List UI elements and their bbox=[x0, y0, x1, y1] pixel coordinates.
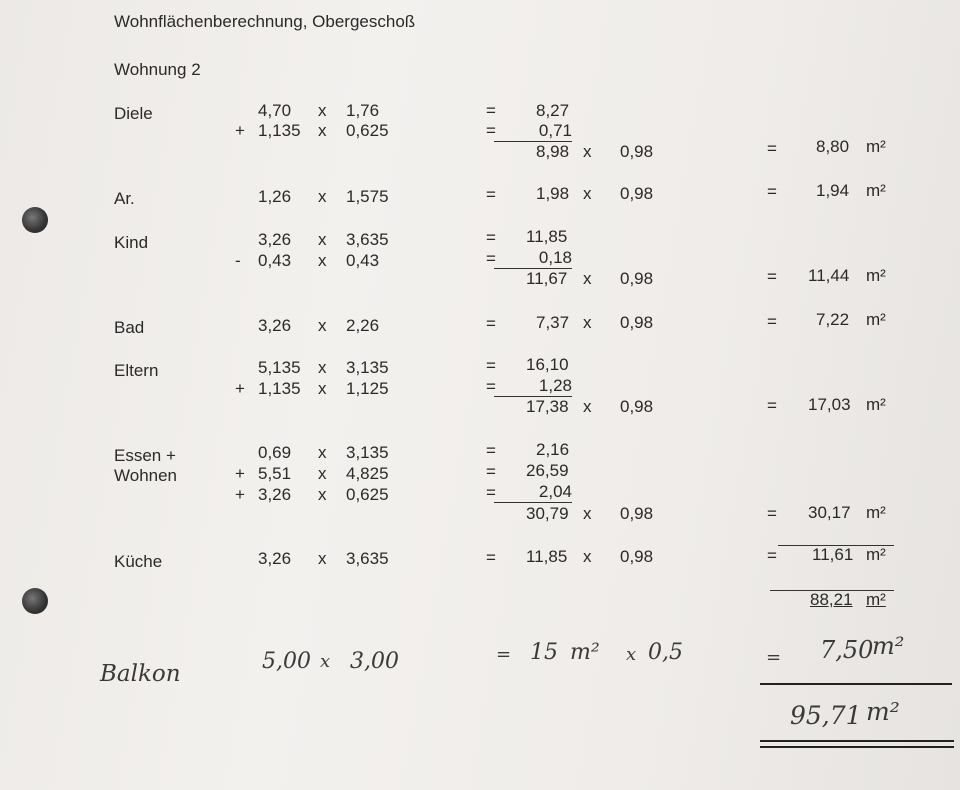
product: 11,85 bbox=[526, 547, 568, 566]
equals-sign: = bbox=[486, 483, 496, 502]
times-sign: x bbox=[318, 101, 327, 120]
product: 1,98 bbox=[536, 184, 570, 203]
balkon-factor: 0,5 bbox=[648, 640, 683, 665]
times-sign: x bbox=[318, 485, 327, 504]
balkon-label: Balkon bbox=[100, 661, 181, 687]
times-sign: x bbox=[583, 184, 592, 203]
operator: + bbox=[235, 379, 245, 398]
balkon-area: 7,50 bbox=[820, 636, 874, 664]
times-sign: x bbox=[318, 358, 327, 377]
equals-sign: = bbox=[486, 548, 496, 567]
equals-sign: = bbox=[767, 267, 777, 286]
product: 0,18 bbox=[494, 248, 572, 269]
sum: 17,38 bbox=[526, 397, 569, 416]
area: 8,80 bbox=[816, 137, 850, 156]
times-sign: x bbox=[583, 269, 592, 288]
unit: m² bbox=[866, 503, 886, 522]
equals-sign: = bbox=[486, 228, 496, 247]
width: 0,43 bbox=[346, 251, 380, 270]
operator: + bbox=[235, 464, 245, 483]
unit: m² bbox=[866, 137, 886, 156]
factor: 0,98 bbox=[620, 184, 654, 203]
area: 17,03 bbox=[808, 395, 851, 414]
equals-sign: = bbox=[486, 377, 496, 396]
double-underline-2 bbox=[760, 746, 954, 748]
room-name: Eltern bbox=[114, 361, 159, 380]
unit: m² bbox=[866, 395, 886, 414]
double-underline-1 bbox=[760, 740, 954, 742]
product: 11,85 bbox=[526, 227, 568, 246]
times-sign: x bbox=[318, 549, 327, 568]
times-sign: x bbox=[583, 504, 592, 523]
product: 1,28 bbox=[494, 376, 572, 397]
width: 3,635 bbox=[346, 549, 389, 568]
length: 5,135 bbox=[258, 358, 301, 377]
equals-sign: = bbox=[486, 356, 496, 375]
balkon-length: 5,00 bbox=[262, 649, 311, 674]
length: 3,26 bbox=[258, 485, 292, 504]
length: 3,26 bbox=[258, 549, 292, 568]
sum: 30,79 bbox=[526, 504, 569, 523]
length: 4,70 bbox=[258, 101, 292, 120]
room-name: Kind bbox=[114, 233, 149, 252]
unit: m² bbox=[866, 310, 886, 329]
balkon-area-unit: m² bbox=[872, 632, 905, 660]
equals-sign: = bbox=[486, 185, 496, 204]
times-sign: x bbox=[583, 142, 592, 161]
equals-sign: = bbox=[767, 546, 777, 565]
width: 0,625 bbox=[346, 485, 389, 504]
equals-sign: = bbox=[767, 312, 777, 331]
sum-line bbox=[760, 683, 952, 685]
times-sign: x bbox=[583, 397, 592, 416]
equals-sign: = bbox=[767, 182, 777, 201]
length: 0,43 bbox=[258, 251, 292, 270]
product: 2,16 bbox=[536, 440, 570, 459]
width: 3,135 bbox=[346, 358, 389, 377]
punch-hole-top bbox=[22, 207, 48, 233]
area: 11,44 bbox=[808, 266, 850, 285]
equals-sign: = bbox=[486, 441, 496, 460]
equals-sign: = bbox=[486, 121, 496, 140]
room-name: Essen + bbox=[114, 446, 176, 465]
factor: 0,98 bbox=[620, 313, 654, 332]
length: 1,135 bbox=[258, 379, 301, 398]
room-name: Küche bbox=[114, 552, 163, 571]
times-sign: x bbox=[626, 644, 637, 665]
subtotal-row bbox=[770, 590, 894, 609]
width: 1,125 bbox=[346, 379, 389, 398]
area: 11,61 bbox=[812, 545, 854, 564]
width: 4,825 bbox=[346, 464, 389, 483]
unit: m² bbox=[866, 545, 886, 564]
length: 1,135 bbox=[258, 121, 301, 140]
width: 1,575 bbox=[346, 187, 389, 206]
room-name: Bad bbox=[114, 318, 145, 337]
room-name: Ar. bbox=[114, 189, 135, 208]
sum: 8,98 bbox=[536, 142, 570, 161]
times-sign: x bbox=[318, 379, 327, 398]
balkon-unit: m² bbox=[570, 640, 600, 665]
balkon-width: 3,00 bbox=[350, 649, 399, 674]
operator: + bbox=[235, 121, 245, 140]
length: 3,26 bbox=[258, 316, 292, 335]
unit: m² bbox=[866, 181, 886, 200]
length: 5,51 bbox=[258, 464, 292, 483]
product: 7,37 bbox=[536, 313, 570, 332]
width: 3,135 bbox=[346, 443, 389, 462]
factor: 0,98 bbox=[620, 397, 654, 416]
times-sign: x bbox=[318, 230, 327, 249]
times-sign: x bbox=[318, 316, 327, 335]
times-sign: x bbox=[583, 313, 592, 332]
width: 0,625 bbox=[346, 121, 389, 140]
product: 16,10 bbox=[526, 355, 569, 374]
total-unit: m² bbox=[866, 697, 900, 726]
equals-sign: = bbox=[767, 504, 777, 523]
subtotal: 88,21 bbox=[810, 590, 853, 609]
width: 2,26 bbox=[346, 316, 380, 335]
sum: 11,67 bbox=[526, 269, 568, 288]
unit: m² bbox=[866, 266, 886, 285]
times-sign: x bbox=[318, 464, 327, 483]
operator: - bbox=[235, 251, 241, 270]
factor: 0,98 bbox=[620, 547, 654, 566]
times-sign: x bbox=[583, 547, 592, 566]
equals-sign: = bbox=[767, 396, 777, 415]
area-row bbox=[778, 545, 894, 564]
room-name-line2: Wohnen bbox=[114, 466, 178, 485]
apartment-label: Wohnung 2 bbox=[114, 60, 201, 79]
length: 0,69 bbox=[258, 443, 292, 462]
area: 30,17 bbox=[808, 503, 851, 522]
times-sign: x bbox=[320, 651, 331, 672]
equals-sign: = bbox=[766, 647, 782, 668]
room-name: Diele bbox=[114, 104, 153, 123]
factor: 0,98 bbox=[620, 142, 654, 161]
times-sign: x bbox=[318, 443, 327, 462]
equals-sign: = bbox=[486, 314, 496, 333]
equals-sign: = bbox=[767, 139, 777, 158]
equals-sign: = bbox=[486, 249, 496, 268]
operator: + bbox=[235, 485, 245, 504]
page-title: Wohnflächenberechnung, Obergeschoß bbox=[114, 12, 416, 31]
times-sign: x bbox=[318, 121, 327, 140]
product: 26,59 bbox=[526, 461, 569, 480]
length: 1,26 bbox=[258, 187, 292, 206]
factor: 0,98 bbox=[620, 504, 654, 523]
length: 3,26 bbox=[258, 230, 292, 249]
balkon-product: 15 bbox=[530, 640, 558, 665]
product: 0,71 bbox=[494, 121, 572, 142]
total: 95,71 bbox=[790, 701, 862, 730]
product: 8,27 bbox=[536, 101, 570, 120]
equals-sign: = bbox=[496, 644, 512, 665]
unit: m² bbox=[866, 590, 886, 609]
punch-hole-bottom bbox=[22, 588, 48, 614]
equals-sign: = bbox=[486, 101, 496, 120]
equals-sign: = bbox=[486, 462, 496, 481]
width: 3,635 bbox=[346, 230, 389, 249]
product: 2,04 bbox=[494, 482, 572, 503]
times-sign: x bbox=[318, 187, 327, 206]
width: 1,76 bbox=[346, 101, 380, 120]
area: 1,94 bbox=[816, 181, 850, 200]
area: 7,22 bbox=[816, 310, 850, 329]
factor: 0,98 bbox=[620, 269, 654, 288]
times-sign: x bbox=[318, 251, 327, 270]
